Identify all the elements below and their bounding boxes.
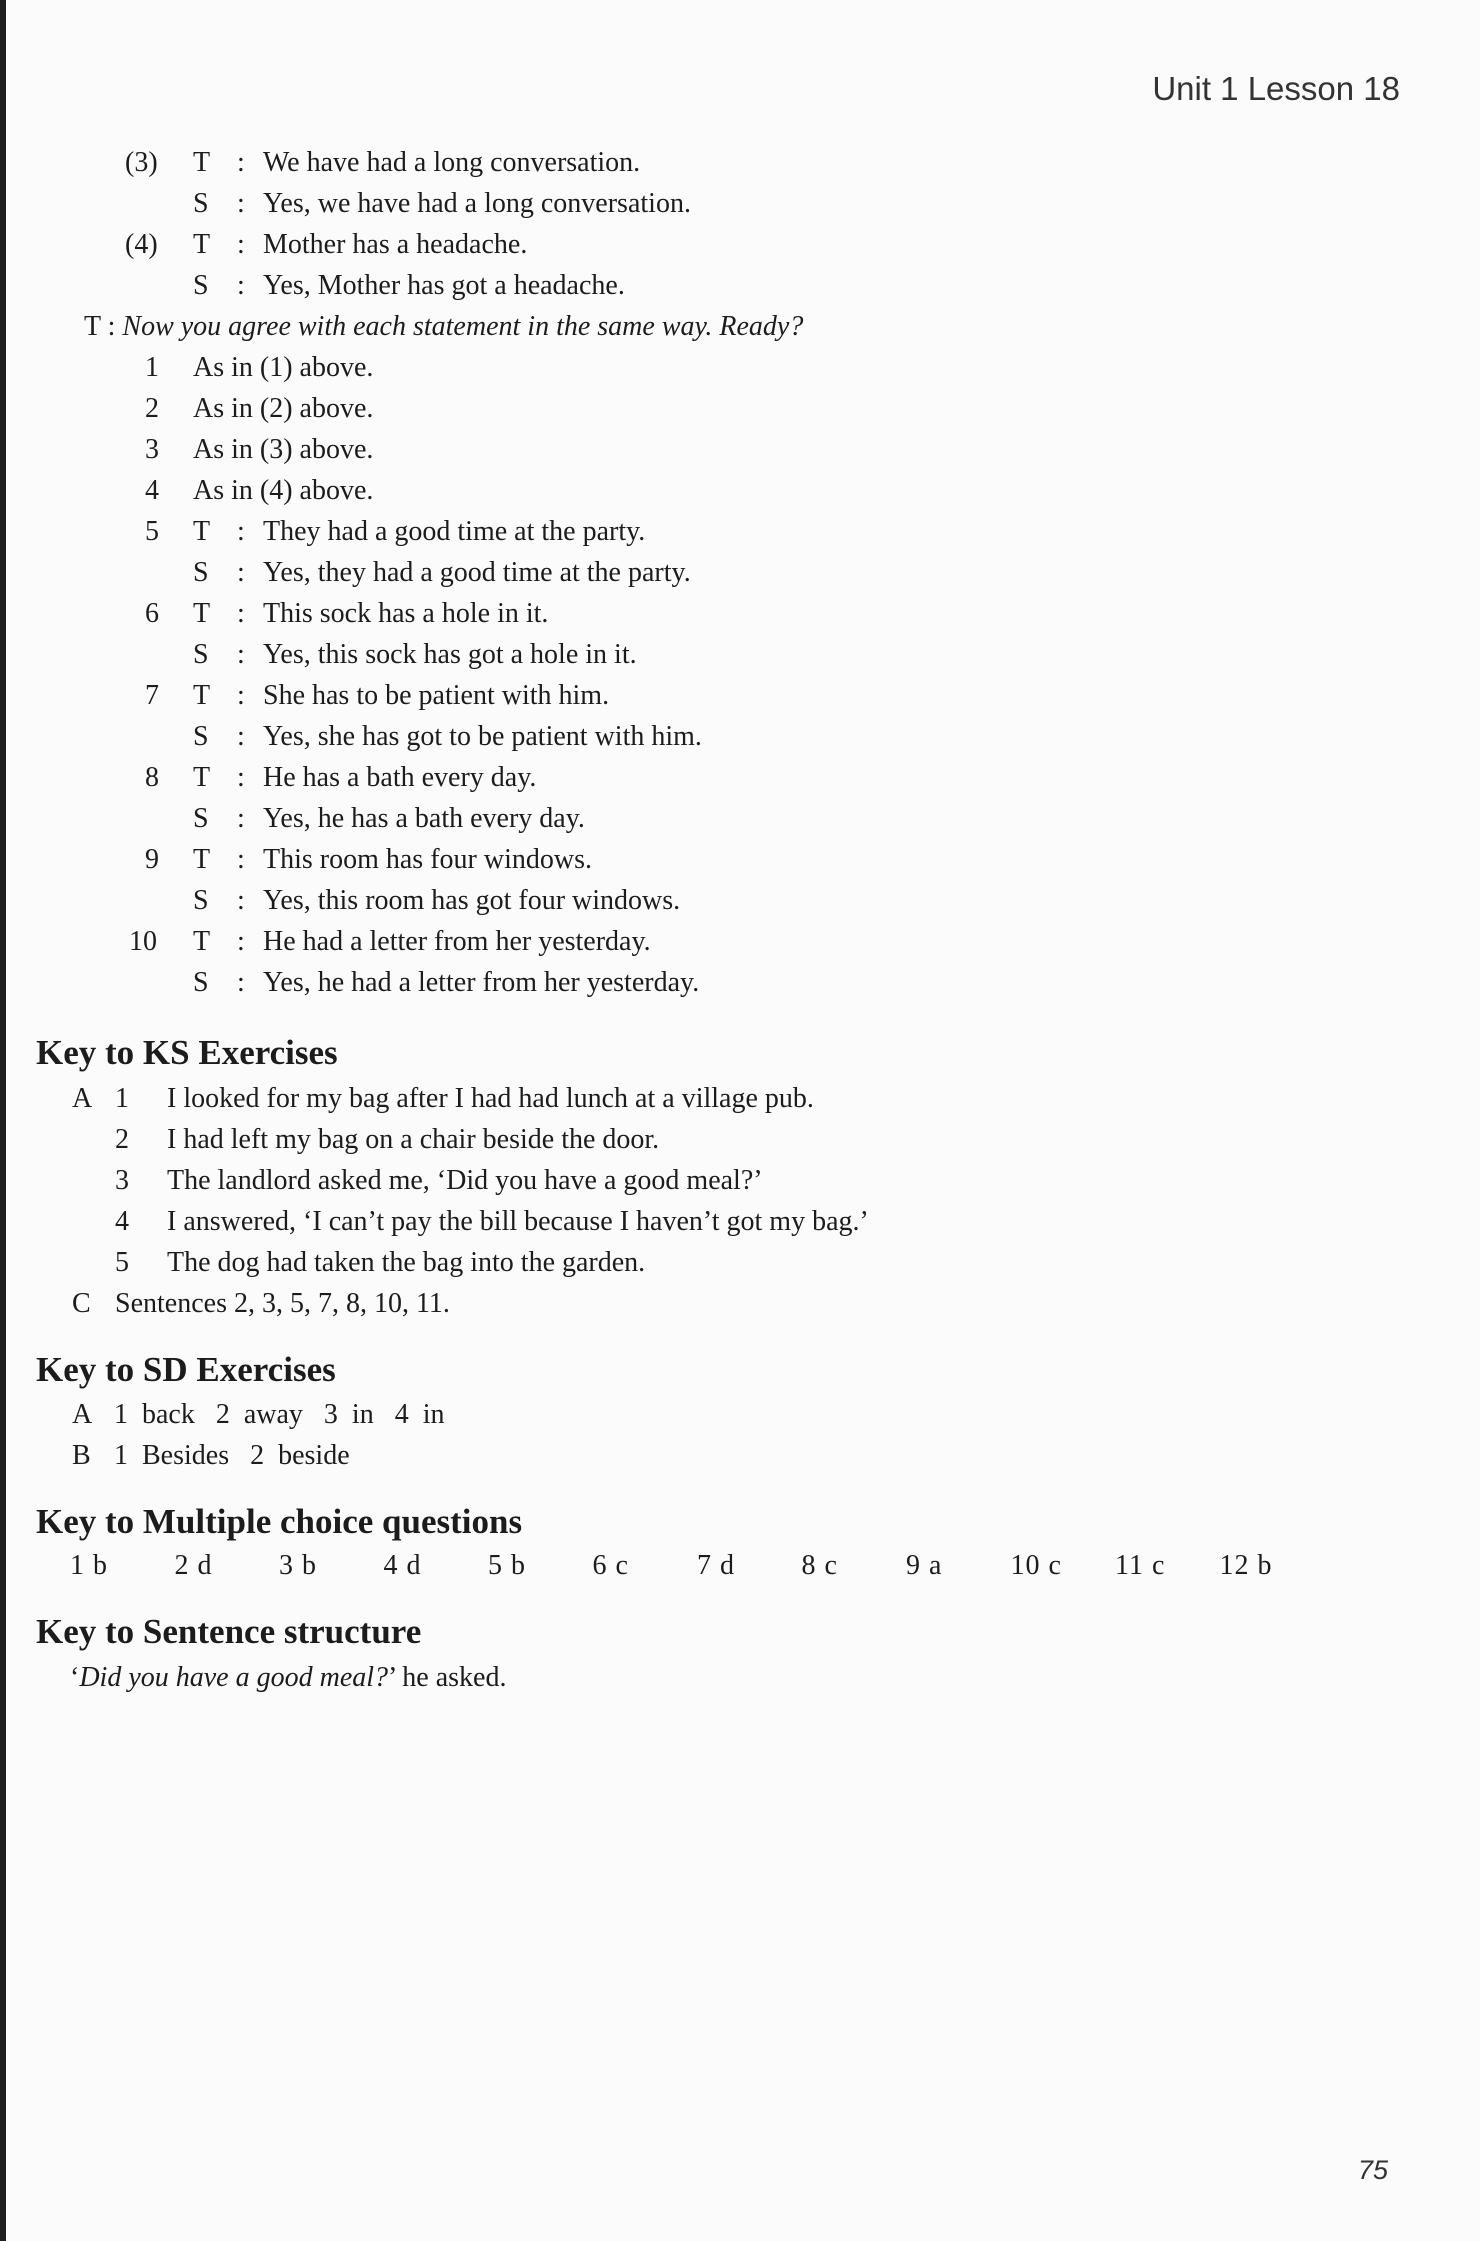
student-response: Yes, she has got to be patient with him.: [263, 721, 702, 752]
item-number: 1: [145, 352, 159, 383]
item-number: 9: [145, 844, 159, 875]
mcq-answer: 9 a: [906, 1550, 943, 1581]
sentence-structure-heading: Key to Sentence structure: [36, 1612, 422, 1651]
item-number: 5: [145, 516, 159, 547]
item-number: 1: [115, 1083, 129, 1114]
mcq-answer: 7 d: [697, 1550, 735, 1581]
item-number: 3: [115, 1165, 129, 1196]
speaker-teacher: T: [193, 229, 211, 260]
example-number: (4): [125, 229, 158, 260]
sd-a-label: A: [72, 1399, 93, 1430]
item-number: 4: [115, 1206, 129, 1237]
item-number: 2: [145, 393, 159, 424]
mcq-heading: Key to Multiple choice questions: [36, 1502, 523, 1541]
speaker-colon: :: [237, 147, 245, 178]
item-number: 7: [145, 680, 159, 711]
teacher-statement: Mother has a headache.: [263, 229, 528, 260]
unit-lesson-header: Unit 1 Lesson 18: [1152, 70, 1400, 107]
item-text: I answered, ‘I can’t pay the bill because I haven’t got my bag.’: [167, 1206, 869, 1237]
as-in-item: [145, 391, 374, 427]
sd-b-text: 1 Besides 2 beside: [114, 1440, 350, 1471]
ks-answer-item: [115, 1081, 814, 1117]
speaker-colon: :: [237, 967, 245, 998]
mcq-answer: 11 c: [1115, 1550, 1166, 1581]
speaker-teacher: T: [193, 844, 211, 875]
item-number: 5: [115, 1247, 129, 1278]
speaker-colon: :: [237, 598, 245, 629]
item-text: The dog had taken the bag into the garden.: [167, 1247, 646, 1278]
item-text: As in (2) above.: [193, 393, 374, 424]
speaker-colon: :: [237, 270, 245, 301]
speaker-student: S: [193, 188, 209, 219]
item-text: I looked for my bag after I had had lunch at a village pub.: [167, 1083, 814, 1114]
speaker-colon: :: [237, 680, 245, 711]
speaker-colon: :: [237, 229, 245, 260]
mcq-answer: 10 c: [1010, 1550, 1062, 1581]
speaker-teacher: T: [193, 147, 211, 178]
ks-answer-item: [115, 1122, 660, 1158]
speaker-teacher: T: [193, 680, 211, 711]
speaker-student: S: [193, 885, 209, 916]
student-response: Yes, this room has got four windows.: [263, 885, 681, 916]
ks-answer-item: [115, 1163, 763, 1199]
quoted-question: Did you have a good meal?: [79, 1662, 389, 1693]
teacher-statement: He has a bath every day.: [263, 762, 537, 793]
instruction-line: [84, 309, 803, 345]
mcq-answer: 1 b: [70, 1550, 108, 1581]
speaker-student: S: [193, 721, 209, 752]
item-text: As in (1) above.: [193, 352, 374, 383]
speaker-student: S: [193, 967, 209, 998]
student-response: Yes, they had a good time at the party.: [263, 557, 691, 588]
drill-example-teacher-line: [125, 227, 825, 263]
mcq-answer: 6 c: [592, 1550, 629, 1581]
ks-heading: Key to KS Exercises: [36, 1033, 338, 1072]
ks-c-label: C: [72, 1288, 91, 1319]
item-text: I had left my bag on a chair beside the door.: [167, 1124, 660, 1155]
item-text: As in (3) above.: [193, 434, 374, 465]
teacher-statement: This room has four windows.: [263, 844, 592, 875]
reporting-clause: ’ he asked.: [388, 1662, 507, 1693]
item-number: 10: [129, 926, 157, 957]
mcq-answer: 12 b: [1219, 1550, 1273, 1581]
speaker-student: S: [193, 803, 209, 834]
mcq-answer: 2 d: [174, 1550, 213, 1581]
speaker-colon: :: [237, 188, 245, 219]
item-text: As in (4) above.: [193, 475, 374, 506]
speaker-colon: :: [237, 803, 245, 834]
speaker-student: S: [193, 639, 209, 670]
speaker-colon: :: [237, 516, 245, 547]
item-number: 2: [115, 1124, 129, 1155]
mcq-answer: 4 d: [383, 1550, 422, 1581]
mcq-answer: 3 b: [279, 1550, 317, 1581]
ks-answer-item: [115, 1204, 869, 1240]
student-response: Yes, we have had a long conversation.: [263, 188, 691, 219]
teacher-statement: They had a good time at the party.: [263, 516, 646, 547]
sd-a-text: 1 back 2 away 3 in 4 in: [114, 1399, 445, 1430]
speaker-teacher: T: [193, 762, 211, 793]
speaker-teacher: T: [193, 598, 211, 629]
open-quote: ‘: [70, 1662, 80, 1693]
speaker-student: S: [193, 270, 209, 301]
item-text: The landlord asked me, ‘Did you have a good meal?’: [167, 1165, 763, 1196]
student-response: Yes, he has a bath every day.: [263, 803, 585, 834]
item-number: 8: [145, 762, 159, 793]
speaker-teacher: T: [193, 926, 211, 957]
as-in-item: [145, 473, 374, 509]
example-number: (3): [125, 147, 158, 178]
item-number: 3: [145, 434, 159, 465]
instruction-speaker: T :: [84, 311, 116, 342]
mcq-answer: 8 c: [801, 1550, 838, 1581]
sd-b-label: B: [72, 1440, 91, 1471]
sd-heading: Key to SD Exercises: [36, 1350, 336, 1389]
mcq-answer: 5 b: [488, 1550, 526, 1581]
sentence-structure-answer: [70, 1660, 506, 1696]
item-number: 4: [145, 475, 159, 506]
ks-a-label: A: [72, 1083, 93, 1114]
speaker-colon: :: [237, 721, 245, 752]
teacher-statement: She has to be patient with him.: [263, 680, 610, 711]
speaker-colon: :: [237, 762, 245, 793]
teacher-statement: We have had a long conversation.: [263, 147, 641, 178]
book-spine-edge: [0, 0, 6, 2241]
as-in-item: [145, 432, 374, 468]
ks-c-text: Sentences 2, 3, 5, 7, 8, 10, 11.: [115, 1288, 450, 1319]
item-number: 6: [145, 598, 159, 629]
drill-example-teacher-line: [125, 145, 825, 181]
speaker-student: S: [193, 557, 209, 588]
student-response: Yes, he had a letter from her yesterday.: [263, 967, 700, 998]
page-number: 75: [1358, 2155, 1389, 2185]
speaker-colon: :: [237, 844, 245, 875]
speaker-colon: :: [237, 926, 245, 957]
instruction-text: Now you agree with each statement in the same way. Ready?: [122, 311, 804, 342]
teacher-statement: He had a letter from her yesterday.: [263, 926, 651, 957]
speaker-teacher: T: [193, 516, 211, 547]
student-response: Yes, this sock has got a hole in it.: [263, 639, 637, 670]
speaker-colon: :: [237, 639, 245, 670]
speaker-colon: :: [237, 557, 245, 588]
teacher-statement: This sock has a hole in it.: [263, 598, 549, 629]
ks-answer-item: [115, 1245, 646, 1281]
speaker-colon: :: [237, 885, 245, 916]
as-in-item: [145, 350, 374, 386]
student-response: Yes, Mother has got a headache.: [263, 270, 625, 301]
